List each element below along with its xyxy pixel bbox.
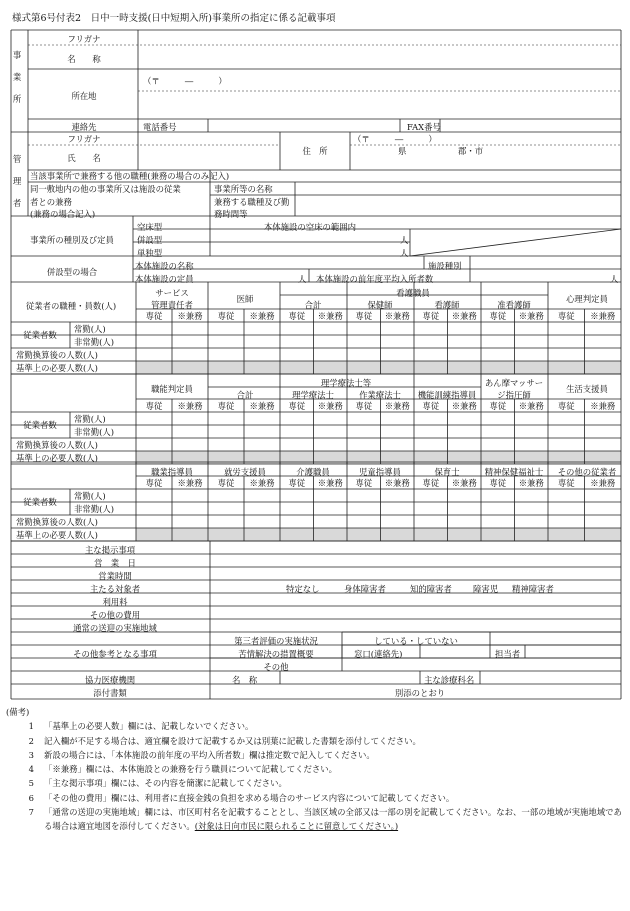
medical-name-label: 名 称 bbox=[232, 675, 258, 685]
staff-service-1: サービス bbox=[155, 288, 189, 298]
manager-furigana-label: フリガナ bbox=[67, 134, 101, 144]
target-mental: 精神障害者 bbox=[512, 584, 554, 594]
combo-capacity: 本体施設の定員 bbox=[135, 274, 194, 284]
combo-avg-unit: 人 bbox=[610, 274, 619, 284]
notes-header: (備考) bbox=[6, 707, 30, 717]
notes-section bbox=[6, 705, 624, 834]
manager-other-label-2: 者との兼務 bbox=[30, 197, 72, 207]
regular-label: 常勤(人) bbox=[74, 491, 106, 501]
concurrent-header: ※兼務 bbox=[249, 401, 275, 411]
note-item bbox=[6, 776, 624, 790]
note-number: 7 bbox=[28, 806, 34, 817]
note-text: 「その他の費用」欄には、利用者に直接金銭の負担を求める場合のサービス内容について記載してください。 bbox=[44, 792, 455, 803]
staff-pt-group: 理学療法士等 bbox=[320, 378, 372, 388]
full-time-header: 専従 bbox=[288, 311, 306, 321]
medical-dept-label: 主な診療科名 bbox=[424, 675, 475, 685]
other-label: その他 bbox=[263, 662, 289, 672]
manager-vertical-label: 管 理 者 bbox=[12, 154, 22, 208]
staff-massage-1: あん摩マッサー bbox=[484, 378, 544, 388]
full-time-header: 専従 bbox=[422, 478, 440, 488]
target-label: 主たる対象者 bbox=[89, 584, 141, 594]
area-label: 通常の送迎の実施地域 bbox=[73, 623, 157, 633]
note-number: 3 bbox=[28, 749, 34, 760]
staff-voc-guide: 職業指導員 bbox=[151, 467, 193, 477]
office-vertical-label: 事 業 所 bbox=[12, 50, 22, 104]
full-time-header: 専従 bbox=[355, 311, 373, 321]
manager-pref: 県 bbox=[398, 146, 407, 156]
staff-assoc-nurse: 准看護師 bbox=[497, 300, 531, 310]
concurrent-header: ※兼務 bbox=[249, 478, 275, 488]
concurrent-header: ※兼務 bbox=[590, 478, 616, 488]
note-underline: (対象は日向市民に限られることに留意してください。) bbox=[194, 821, 399, 832]
medical-label: 協力医療機関 bbox=[84, 675, 136, 685]
type-label: 事業所の種別及び定員 bbox=[30, 235, 114, 245]
staff-care-worker: 介護職員 bbox=[296, 467, 330, 477]
manager-city: 郡・市 bbox=[458, 146, 484, 156]
attachments-value: 別添のとおり bbox=[394, 688, 446, 698]
concurrent-header: ※兼務 bbox=[451, 478, 477, 488]
third-party-label: 第三者評価の実施状況 bbox=[234, 636, 318, 646]
office-postal: （〒 ― ） bbox=[143, 76, 227, 86]
type-single-unit: 人 bbox=[400, 248, 409, 258]
full-time-header: 専従 bbox=[355, 401, 373, 411]
note-item bbox=[6, 719, 624, 733]
manager-name-label: 氏 名 bbox=[67, 153, 101, 163]
staff-massage-2: ジ指圧師 bbox=[497, 390, 531, 400]
staff-count-label: 従業者数 bbox=[23, 420, 57, 430]
combo-capacity-unit: 人 bbox=[298, 274, 307, 284]
concurrent-header: ※兼務 bbox=[384, 401, 410, 411]
required-label: 基準上の必要人数(人) bbox=[16, 530, 98, 540]
staff-service-2: 管理責任者 bbox=[151, 300, 193, 310]
combo-avg: 本体施設の前年度平均入所者数 bbox=[316, 274, 434, 284]
staff-doctor: 医師 bbox=[236, 294, 254, 304]
staff-health-nurse: 保健師 bbox=[367, 300, 393, 310]
concurrent-header: ※兼務 bbox=[317, 311, 343, 321]
note-number: 2 bbox=[28, 735, 34, 746]
manager-other-label-1: 同一敷地内の他の事業所又は施設の従業 bbox=[30, 184, 181, 194]
staff-other: その他の従業者 bbox=[557, 467, 617, 477]
other-cost-label: その他の費用 bbox=[89, 610, 141, 620]
concurrent-header: ※兼務 bbox=[249, 311, 275, 321]
attachments-label: 添付書類 bbox=[93, 688, 127, 698]
manager-other-label-3: (兼務の場合記入) bbox=[30, 209, 96, 219]
concurrent-header: ※兼務 bbox=[384, 311, 410, 321]
concurrent-header: ※兼務 bbox=[518, 311, 544, 321]
office-furigana-label: フリガナ bbox=[67, 34, 101, 44]
staff-work-support: 就労支援員 bbox=[224, 467, 266, 477]
regular-label: 常勤(人) bbox=[74, 414, 106, 424]
manager-concurrent-label: 当該事業所で兼務する他の職種(兼務の場合のみ記入) bbox=[30, 171, 230, 181]
type-combined-unit: 人 bbox=[400, 235, 409, 245]
office-contact-label: 連絡先 bbox=[71, 122, 97, 132]
staff-psych: 心理判定員 bbox=[566, 294, 608, 304]
note-number: 1 bbox=[28, 721, 34, 732]
office-address-label: 所在地 bbox=[71, 91, 97, 101]
manager-duty-label-2: 務時間等 bbox=[214, 209, 248, 219]
note-item bbox=[6, 791, 624, 805]
note-item bbox=[6, 734, 624, 748]
staff-job-judge: 職能判定員 bbox=[151, 384, 193, 394]
office-fax-label: FAX番号 bbox=[407, 122, 441, 132]
manager-address-label: 住 所 bbox=[302, 146, 328, 156]
full-time-header: 専従 bbox=[422, 401, 440, 411]
staff-count-label: 従業者数 bbox=[23, 330, 57, 340]
full-time-header: 専従 bbox=[557, 401, 575, 411]
concurrent-header: ※兼務 bbox=[177, 311, 203, 321]
notes-list bbox=[6, 719, 624, 833]
full-time-header: 専従 bbox=[288, 401, 306, 411]
target-physical: 身体障害者 bbox=[344, 584, 386, 594]
type-vacancy: 空床型 bbox=[137, 222, 163, 232]
regular-label: 常勤(人) bbox=[74, 324, 106, 334]
note-item bbox=[6, 805, 624, 834]
full-time-header: 専従 bbox=[217, 401, 235, 411]
staff-ot: 作業療法士 bbox=[359, 390, 401, 400]
concurrent-header: ※兼務 bbox=[590, 311, 616, 321]
full-time-header: 専従 bbox=[145, 401, 163, 411]
note-item bbox=[6, 762, 624, 776]
business-days-label: 営 業 日 bbox=[94, 558, 136, 568]
concurrent-header: ※兼務 bbox=[317, 478, 343, 488]
full-time-header: 専従 bbox=[422, 311, 440, 321]
part-time-label: 非常勤(人) bbox=[74, 337, 115, 347]
fee-label: 利用料 bbox=[102, 597, 128, 607]
note-text: 「主な掲示事項」欄には、その内容を簡潔に記載してください。 bbox=[44, 778, 287, 789]
staff-nursing: 看護職員 bbox=[396, 288, 430, 298]
concurrent-header: ※兼務 bbox=[177, 478, 203, 488]
note-number: 4 bbox=[28, 764, 34, 775]
target-none: 特定なし bbox=[286, 584, 320, 594]
manager-duty-label-1: 兼務する職種及び勤 bbox=[214, 197, 290, 207]
type-combined: 併設型 bbox=[137, 235, 163, 245]
staff-nursery: 保育士 bbox=[434, 467, 460, 477]
fte-label: 常勤換算後の人数(人) bbox=[16, 440, 98, 450]
full-time-header: 専従 bbox=[489, 311, 507, 321]
manager-postal: （〒 ― ） bbox=[353, 134, 437, 144]
hours-label: 営業時間 bbox=[98, 571, 132, 581]
staff-child-guide: 児童指導員 bbox=[359, 467, 401, 477]
full-time-header: 専従 bbox=[489, 478, 507, 488]
concurrent-header: ※兼務 bbox=[451, 311, 477, 321]
complaint-incharge: 担当者 bbox=[495, 649, 521, 659]
complaint-window: 窓口(連絡先) bbox=[354, 649, 403, 659]
full-time-header: 専従 bbox=[145, 478, 163, 488]
type-single: 単独型 bbox=[137, 248, 163, 258]
type-range: 本体施設の空床の範囲内 bbox=[263, 222, 357, 232]
part-time-label: 非常勤(人) bbox=[74, 427, 115, 437]
staff-table-label: 従業者の職種・員数(人) bbox=[25, 301, 117, 311]
concurrent-header: ※兼務 bbox=[384, 478, 410, 488]
staff-nursing-total: 合計 bbox=[304, 300, 322, 310]
full-time-header: 専従 bbox=[557, 311, 575, 321]
note-text: 「※兼務」欄には、本体施設との兼務を行う職員について記載してください。 bbox=[44, 764, 337, 775]
full-time-header: 専従 bbox=[489, 401, 507, 411]
note-number: 5 bbox=[28, 778, 34, 789]
required-label: 基準上の必要人数(人) bbox=[16, 363, 98, 373]
concurrent-header: ※兼務 bbox=[518, 478, 544, 488]
third-party-value: している・していない bbox=[374, 636, 458, 646]
concurrent-header: ※兼務 bbox=[177, 401, 203, 411]
main-items-label: 主な掲示事項 bbox=[84, 545, 136, 555]
concurrent-header: ※兼務 bbox=[317, 401, 343, 411]
staff-life-support: 生活支援員 bbox=[566, 384, 608, 394]
fte-label: 常勤換算後の人数(人) bbox=[16, 517, 98, 527]
staff-pt: 理学療法士 bbox=[292, 390, 334, 400]
note-text: 記入欄が不足する場合は、適宜欄を設けて記載するか又は別葉に記載した書類を添付してください。 bbox=[44, 735, 421, 746]
full-time-header: 専従 bbox=[145, 311, 163, 321]
office-name-label: 名 称 bbox=[67, 54, 101, 64]
concurrent-header: ※兼務 bbox=[518, 401, 544, 411]
full-time-header: 専従 bbox=[217, 478, 235, 488]
full-time-header: 専従 bbox=[355, 478, 373, 488]
full-time-header: 専従 bbox=[557, 478, 575, 488]
target-intellectual: 知的障害者 bbox=[410, 584, 452, 594]
required-label: 基準上の必要人数(人) bbox=[16, 453, 98, 463]
target-child: 障害児 bbox=[473, 584, 499, 594]
staff-func-trainer: 機能訓練指導員 bbox=[417, 390, 477, 400]
fte-label: 常勤換算後の人数(人) bbox=[16, 350, 98, 360]
complaint-label: 苦情解決の措置概要 bbox=[238, 649, 314, 659]
staff-mental-welfare: 精神保健福祉士 bbox=[484, 467, 544, 477]
note-text: 新設の場合には、「本体施設の前年度の平均入所者数」欄は推定数で記入してください。 bbox=[44, 749, 375, 760]
note-item bbox=[6, 748, 624, 762]
combo-facility-type: 施設種別 bbox=[428, 261, 462, 271]
note-text: 「基準上の必要人数」欄には、記載しないでください。 bbox=[44, 721, 254, 732]
office-phone-label: 電話番号 bbox=[143, 122, 177, 132]
form-title: 様式第6号付表2 日中一時支援(日中短期入所)事業所の指定に係る記載事項 bbox=[12, 13, 336, 24]
full-time-header: 専従 bbox=[217, 311, 235, 321]
note-number: 6 bbox=[28, 792, 34, 803]
full-time-header: 専従 bbox=[288, 478, 306, 488]
reference-label: その他参考となる事項 bbox=[73, 649, 157, 659]
concurrent-header: ※兼務 bbox=[590, 401, 616, 411]
concurrent-header: ※兼務 bbox=[451, 401, 477, 411]
staff-count-label: 従業者数 bbox=[23, 497, 57, 507]
part-time-label: 非常勤(人) bbox=[74, 504, 115, 514]
manager-facility-name-label: 事業所等の名称 bbox=[214, 184, 273, 194]
note-text: 「通常の送迎の実施地域」欄には、市区町村名を記載することとし、当該区域の全部又は一部の別を記載してください。なお、一部の地域が実施地域である場合は適宜地図を添付してください。(対象は日向市民に限られることに留意してください。) bbox=[44, 806, 622, 832]
staff-nurse: 看護師 bbox=[434, 300, 460, 310]
staff-pt-total: 合計 bbox=[236, 390, 254, 400]
combo-main-name: 本体施設の名称 bbox=[135, 261, 194, 271]
combo-label: 併設型の場合 bbox=[46, 267, 98, 277]
